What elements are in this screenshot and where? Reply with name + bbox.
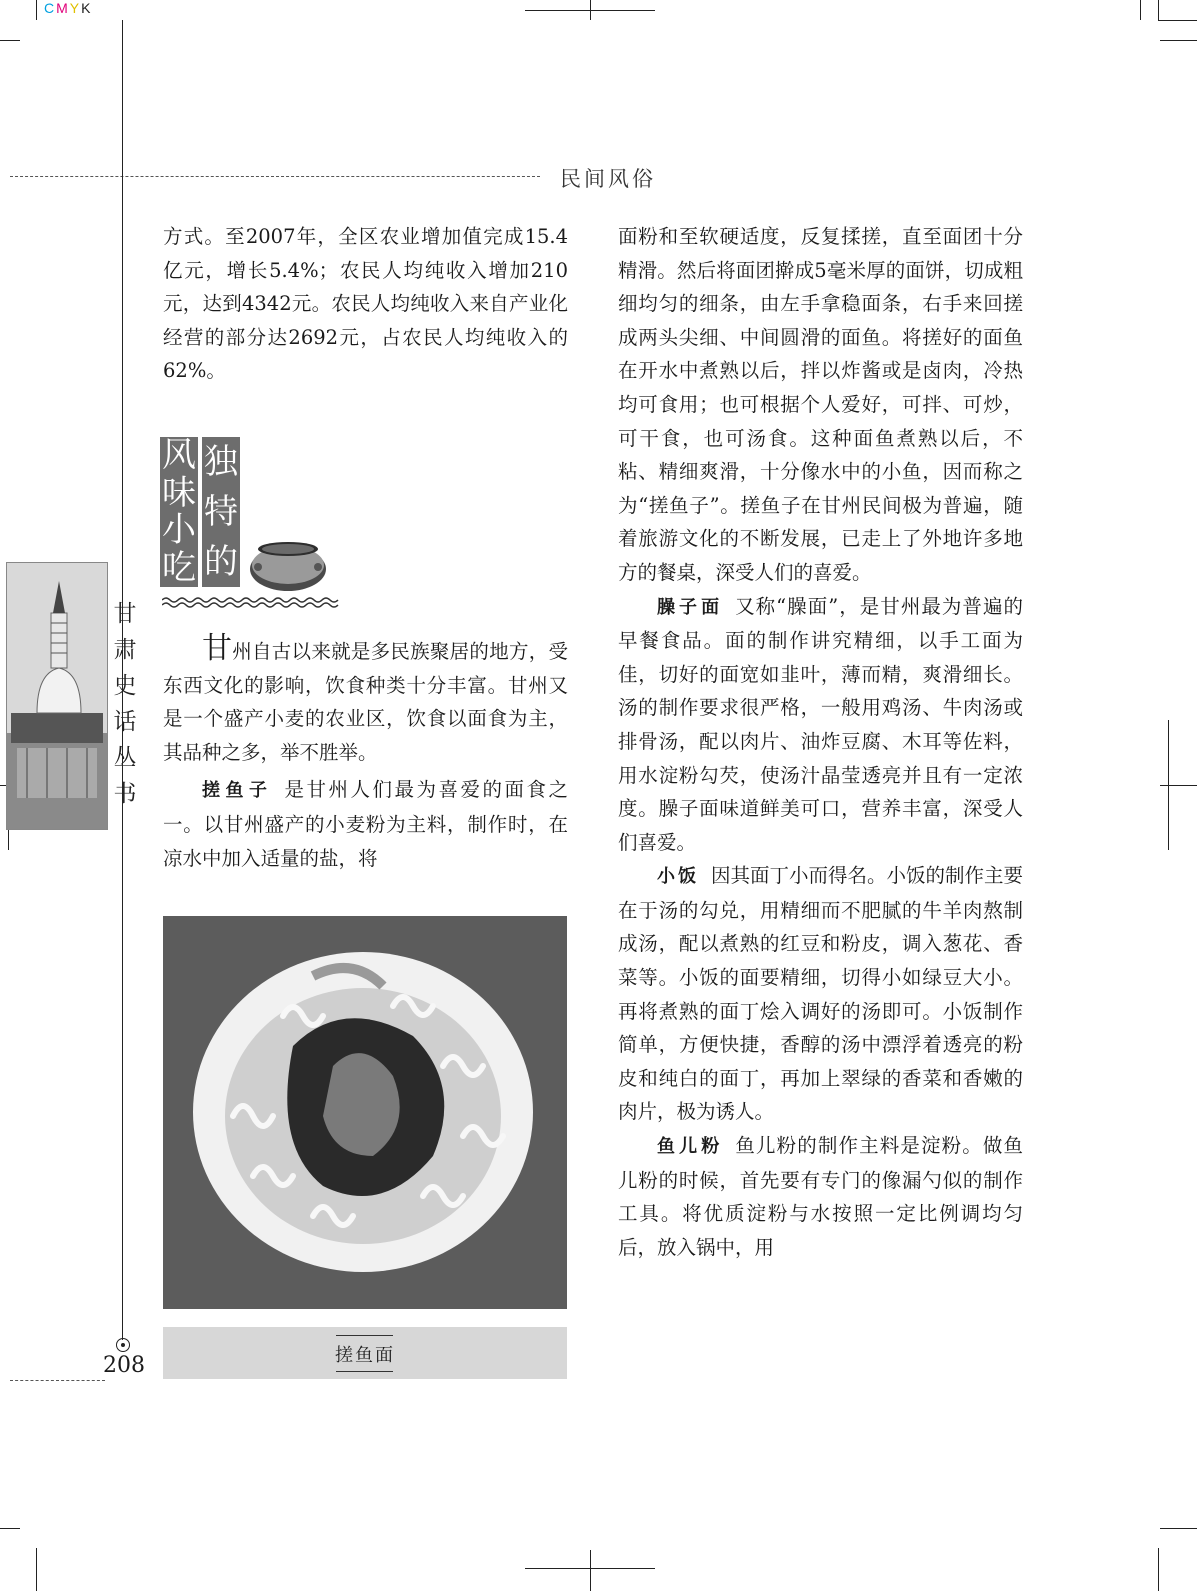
series-title-char: 史 [113, 673, 137, 699]
caption-rule-top [336, 1335, 393, 1336]
series-title-char: 书 [113, 781, 137, 807]
heading-col-1 [160, 437, 198, 587]
item-text: 因其面丁小而得名。小饭的制作主要在于汤的勾兑，用精细而不肥腻的牛羊肉熬制成汤，配以煮熟的红豆和粉皮，调入葱花、香菜等。小饭的面要精细，切得小如绿豆大小。再将煮熟的面丁烩入调好的汤即可。小饭制作简单，方便快捷，香醇的汤中漂浮着透亮的粉皮和纯白的面丁，再加上翠绿的香菜和香嫩的肉片，极为诱人。 [618, 864, 1024, 1124]
crop-mark [1158, 0, 1159, 20]
crop-mark [1158, 20, 1197, 21]
item-paragraph [618, 859, 1023, 1129]
item-text: 是甘州人们最为喜爱的面食之一。以甘州盛产的小麦粉为主料，制作时，在凉水中加入适量的盐，将 [163, 778, 568, 870]
crop-mark [0, 40, 20, 41]
section-title: 民间风俗 [560, 167, 656, 191]
cmyk-m: M [56, 0, 70, 16]
paragraph: 方式。至2007年，全区农业增加值完成15.4亿元，增长5.4%；农民人均纯收入增加210元，达到4342元。农民人均纯收入来自产业化经营的部分达2692元，占农民人均纯收入的62%。 [163, 225, 568, 383]
crop-mark [1168, 720, 1169, 850]
section-heading [160, 437, 242, 587]
crop-mark [1158, 1548, 1159, 1591]
header-dashed-rule [10, 176, 540, 177]
heading-char: 小 [162, 510, 196, 551]
pagoda-photo [6, 562, 108, 830]
crop-mark [1160, 1528, 1197, 1529]
heading-char: 独 [204, 441, 238, 482]
crop-mark [36, 0, 37, 20]
footer-dashed-rule [10, 1380, 105, 1381]
cmyk-y: Y [69, 0, 82, 16]
page-marker-icon [116, 1338, 130, 1352]
crop-mark [1160, 40, 1197, 41]
left-column-top-text [163, 220, 568, 388]
crop-mark [1140, 0, 1141, 20]
heading-char: 味 [162, 472, 196, 513]
cmyk-c: C [44, 0, 57, 16]
crop-mark [590, 1550, 591, 1591]
series-title-char: 肃 [113, 637, 137, 663]
item-name: 臊子面 [657, 596, 724, 618]
caption-rule-bottom [336, 1371, 393, 1372]
right-column-text [618, 220, 1023, 1264]
item-name: 小饭 [657, 866, 699, 888]
crop-mark [36, 1548, 37, 1591]
crop-mark [0, 1528, 20, 1529]
figure-caption: 搓鱼面 [335, 1345, 395, 1366]
series-title-char: 甘 [113, 601, 137, 627]
figure-caption-box [163, 1327, 567, 1379]
heading-char: 吃 [162, 547, 196, 588]
left-column-text [163, 631, 568, 875]
page-number: 208 [103, 1353, 145, 1378]
intro-text: 州自古以来就是多民族聚居的地方，受东西文化的影响，饮食种类十分丰富。甘州又是一个盛产小麦的农业区，饮食以面食为主，其品种之多，举不胜举。 [163, 640, 568, 764]
paragraph: 面粉和至软硬适度，反复揉搓，直至面团十分精滑。然后将面团擀成5毫米厚的面饼，切成粗细均匀的细条，由左手拿稳面条，右手来回搓成两头尖细、中间圆滑的面鱼。将搓好的面鱼在开水中煮熟以后，拌以炸酱或是卤肉，冷热均可食用；也可根据个人爱好，可拌、可炒，可干食，也可汤食。这种面鱼煮熟以后，不粘、精细爽滑，十分像水中的小鱼，因而称之为“搓鱼子”。搓鱼子在甘州民间极为普遍，随着旅游文化的不断发展，已走上了外地许多地方的餐桌，深受人们的喜爱。 [618, 225, 1023, 584]
cmyk-color-bar [44, 0, 92, 16]
item-text: 鱼儿粉的制作主料是淀粉。做鱼儿粉的时候，首先要有专门的像漏勺似的制作工具。将优质淀粉与水按照一定比例调均匀后，放入锅中，用 [618, 1134, 1023, 1259]
item-paragraph [618, 1129, 1023, 1264]
item-name: 鱼儿粉 [657, 1136, 724, 1158]
intro-paragraph [163, 631, 568, 769]
heading-col-2 [202, 437, 240, 587]
crop-mark [1160, 785, 1197, 786]
item-paragraph [618, 590, 1023, 860]
series-title-char: 丛 [113, 745, 137, 771]
wavy-divider [162, 594, 344, 606]
drop-char: 甘 [202, 631, 233, 666]
heading-char: 特 [204, 491, 238, 532]
item-name: 搓鱼子 [202, 780, 273, 802]
noodle-dish-photo [163, 916, 567, 1309]
crop-mark [590, 0, 591, 20]
series-title-char: 话 [113, 709, 137, 735]
series-title [110, 596, 140, 812]
cmyk-k: K [81, 0, 93, 16]
heading-char: 的 [204, 541, 238, 582]
heading-char: 风 [162, 435, 196, 475]
pot-icon [246, 535, 330, 591]
item-paragraph [163, 773, 568, 875]
item-text: 又称“臊面”，是甘州最为普遍的早餐食品。面的制作讲究精细，以手工面为佳，切好的面宽如韭叶，薄而精，爽滑细长。汤的制作要求很严格，一般用鸡汤、牛肉汤或排骨汤，配以肉片、油炸豆腐、木耳等佐料，用水淀粉勾芡，使汤汁晶莹透亮并且有一定浓度。臊子面味道鲜美可口，营养丰富，深受人们喜爱。 [618, 594, 1023, 854]
